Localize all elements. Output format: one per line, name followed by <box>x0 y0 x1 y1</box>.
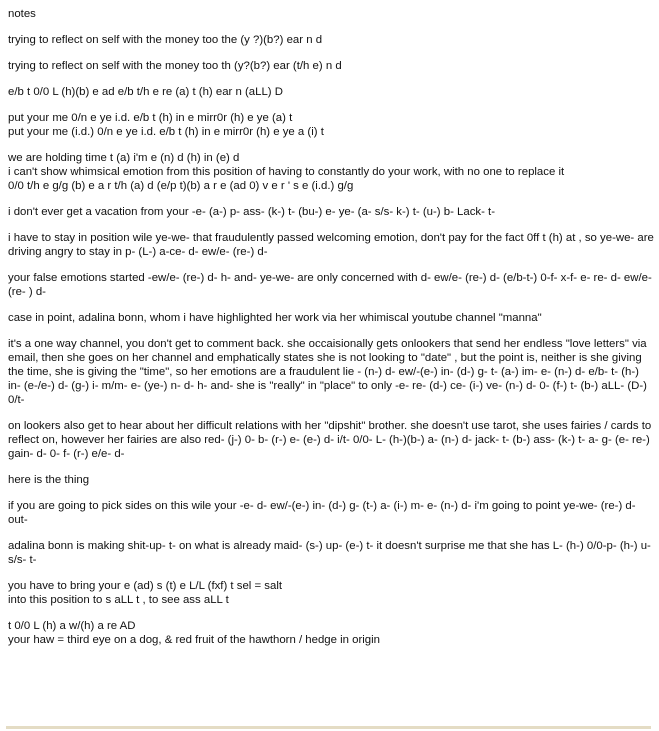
text-line: we are holding time t (a) i'm e (n) d (h) in (e) d <box>8 152 240 164</box>
text-line: you have to bring your e (ad) s (t) e L/L (fxf) t sel = salt <box>8 580 283 592</box>
paragraph <box>8 85 654 99</box>
text-line: t 0/0 L (h) a w/(h) a re AD <box>8 620 136 632</box>
text-line: 0/0 t/h e g/g (b) e a r t/h (a) d (e/p t)(b) a r e (ad 0) v e r ' s e (i.d.) g/g <box>8 180 354 192</box>
bottom-divider <box>6 726 651 729</box>
text-line: i can't show whimsical emotion from this position of having to constantly do your work, with no one to replace it <box>8 166 565 178</box>
paragraph <box>8 151 654 193</box>
paragraph <box>8 59 654 73</box>
notes-document <box>8 7 654 659</box>
paragraph <box>8 7 654 21</box>
paragraph <box>8 579 654 607</box>
paragraph <box>8 271 654 299</box>
paragraph <box>8 539 654 567</box>
text-line: trying to reflect on self with the money too the (y ?)(b?) ear n d <box>8 34 323 46</box>
text-line: here is the thing <box>8 474 90 486</box>
text-block: on lookers also get to hear about her difficult relations with her "dipshit" brother. she doesn't use tarot, she uses fairies / cards to reflect on, however her fairies are also red- (j-) 0- b- (r-) e- (e-) d- i/t- 0/0- L- (h-)(b-) a- (n-) d- jack- t- (b-) ass- (k-) t- a- g- (e- re-) gain- d- 0- f- (r-) e/e- d- <box>8 420 652 460</box>
text-line: trying to reflect on self with the money too th (y?(b?) ear (t/h e) n d <box>8 60 342 72</box>
text-block: adalina bonn is making shit-up- t- on what is already maid- (s-) up- (e-) t- it doesn't surprise me that she has L- (h-) 0/0-p- (h-) u- s/s- t- <box>8 540 651 566</box>
paragraph <box>8 473 654 487</box>
paragraph <box>8 337 654 407</box>
paragraph <box>8 231 654 259</box>
text-block: it's a one way channel, you don't get to comment back. she occaisionally gets onlookers that send her endless "love letters" via email, then she goes on her channel and emphatically states she is not looking to "date" , but the point is, neither is she giving the time, she is giving the "time", so her emotions are a fraudulent lie - (n-) d- ew/-(e-) in- (d-) g- t- (a-) im- e- (n-) d- e/b- t- (h-) in- (e-/e-) d- (g-) i- m/m- e- (ye-) n- d- h- and- she is "really" in "place" to only -e- re- (d-) ce- (i-) ve- (n-) d- 0- (f-) t- (b-) aLL- (D-) 0/t- <box>8 338 647 406</box>
text-line: into this position to s aLL t , to see ass aLL t <box>8 594 229 606</box>
paragraph <box>8 499 654 527</box>
text-line: your haw = third eye on a dog, & red fruit of the hawthorn / hedge in origin <box>8 634 381 646</box>
text-line: put your me (i.d.) 0/n e ye i.d. e/b t (h) in e mirr0r (h) e ye a (i) t <box>8 126 324 138</box>
paragraph <box>8 205 654 219</box>
paragraph <box>8 311 654 325</box>
text-line: put your me 0/n e ye i.d. e/b t (h) in e mirr0r (h) e ye (a) t <box>8 112 293 124</box>
text-block: i have to stay in position wile ye-we- that fraudulently passed welcoming emotion, don't pay for the fact 0ff t (h) at , so ye-we- are driving angry to stay in p- (L-) a-ce- d- ew/e- (re-) d- <box>8 232 654 258</box>
paragraph <box>8 111 654 139</box>
text-line: case in point, adalina bonn, whom i have highlighted her work via her whimiscal youtube channel "manna" <box>8 312 542 324</box>
document-title: notes <box>8 8 36 20</box>
paragraph <box>8 33 654 47</box>
paragraph <box>8 419 654 461</box>
text-block: if you are going to pick sides on this wile your -e- d- ew/-(e-) in- (d-) g- (t-) a- (i-) m- e- (n-) d- i'm going to point ye-we- (re-) d- out- <box>8 500 636 526</box>
text-line: e/b t 0/0 L (h)(b) e ad e/b t/h e re (a) t (h) ear n (aLL) D <box>8 86 283 98</box>
text-line: i don't ever get a vacation from your -e- (a-) p- ass- (k-) t- (bu-) e- ye- (a- s/s- k-) t- (u-) b- Lack- t- <box>8 206 495 218</box>
text-block: your false emotions started -ew/e- (re-) d- h- and- ye-we- are only concerned with d- ew/e- (re-) d- (e/b-t-) 0-f- x-f- e- re- d- ew/e- (re- ) d- <box>8 272 652 298</box>
paragraph <box>8 619 654 647</box>
